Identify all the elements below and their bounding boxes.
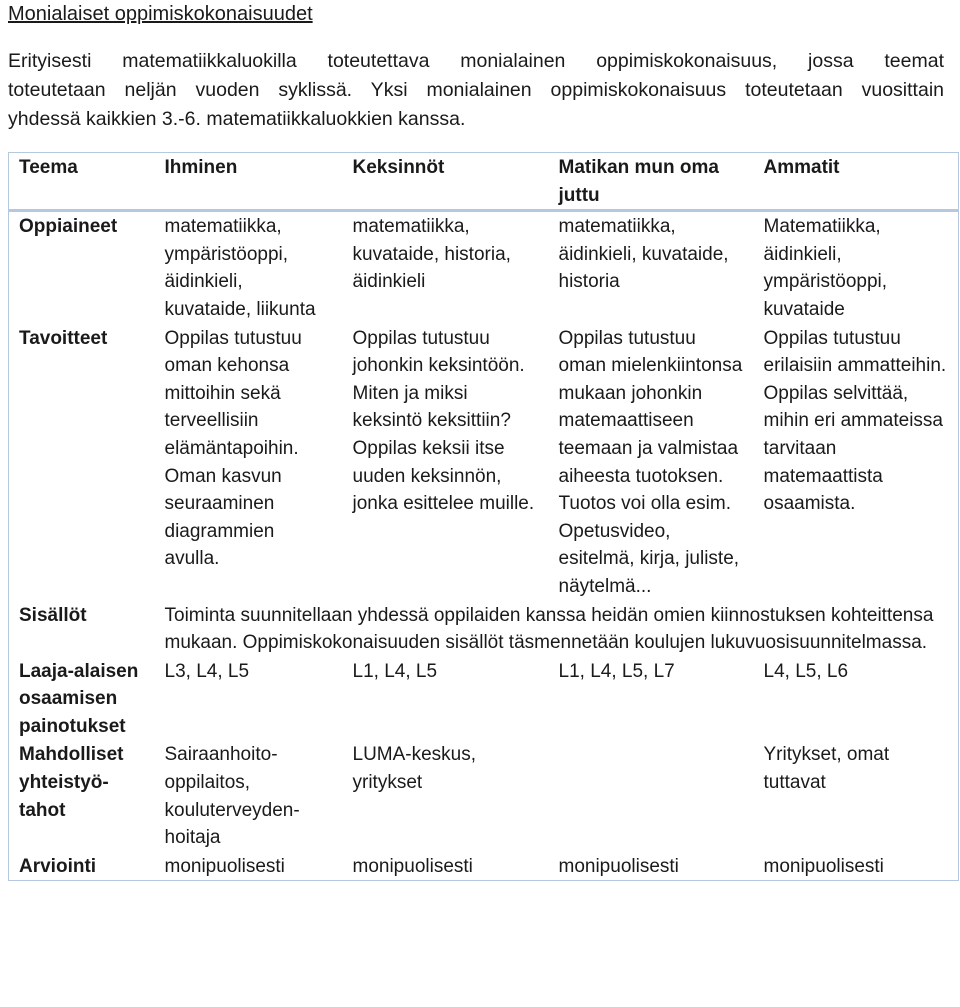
intro-paragraph: [8, 47, 944, 134]
header-matikan-mun-oma-juttu: Matikan mun oma juttu: [549, 153, 754, 211]
table-cell: Oppilas tutustuu oman mielenkiintonsa mukaan johonkin matemaattiseen teemaan ja valmistaa aiheesta tuotoksen. Tuotos voi olla esim. Opetusvideo, esitelmä, kirja, juliste, näytelmä...: [558, 327, 743, 597]
table-row-oppiaineet: [9, 211, 959, 324]
header-ammatit: Ammatit: [754, 153, 959, 211]
table-cell: Yritykset, omat tuttavat: [763, 744, 890, 794]
table-cell: Sairaanhoito-oppilaitos, kouluterveyden-hoitaja: [164, 744, 300, 849]
table-row-laaja-alaisen: [9, 657, 959, 741]
table-row-yhteistyotahot: [9, 740, 959, 851]
row-label: Oppiaineet: [19, 216, 118, 238]
table-cell: LUMA-keskus, yritykset: [352, 744, 477, 794]
header-keksinnot: Keksinnöt: [343, 153, 549, 211]
table-cell: L4, L5, L6: [763, 660, 849, 682]
table-cell: L3, L4, L5: [164, 660, 250, 682]
themes-table: [8, 152, 959, 881]
table-row-sisallot: [9, 601, 959, 657]
table-cell-merged: Toiminta suunnitellaan yhdessä oppilaiden kanssa heidän omien kiinnostuksen kohteittensa mukaan. Oppimiskokonaisuuden sisällöt täsmennetään koulujen lukuvuosisuunnitelmassa.: [164, 604, 934, 654]
header-teema: Teema: [9, 153, 155, 211]
table-row-tavoitteet: [9, 324, 959, 601]
table-cell: monipuolisesti: [352, 855, 473, 877]
row-label: Mahdolliset yhteistyö-tahot: [19, 744, 124, 821]
table-cell: L1, L4, L5, L7: [558, 660, 675, 682]
table-cell: matematiikka, äidinkieli, kuvataide, historia: [558, 216, 729, 293]
table-row-arviointi: [9, 852, 959, 881]
intro-line: toteutetaan neljän vuoden syklissä. Yksi monialainen oppimiskokonaisuus toteutetaan vuosittain: [8, 79, 944, 101]
table-cell: [549, 740, 754, 851]
row-label: Laaja-alaisen osaamisen painotukset: [19, 660, 139, 737]
table-cell: L1, L4, L5: [352, 660, 438, 682]
table-cell: monipuolisesti: [164, 855, 285, 877]
table-cell: Oppilas tutustuu johonkin keksintöön. Miten ja miksi keksintö keksittiin? Oppilas keksii itse uuden keksinnön, jonka esittelee muille.: [352, 327, 535, 515]
table-cell: Oppilas tutustuu oman kehonsa mittoihin sekä terveellisiin elämäntapoihin. Oman kasvun seuraaminen diagrammien avulla.: [164, 327, 302, 570]
table-cell: monipuolisesti: [558, 855, 679, 877]
intro-line: Erityisesti matematiikkaluokilla toteutettava monialainen oppimiskokonaisuus, jossa teemat: [8, 50, 944, 72]
row-label: Tavoitteet: [19, 327, 108, 349]
table-cell: monipuolisesti: [763, 855, 884, 877]
table-cell: Oppilas tutustuu erilaisiin ammatteihin. Oppilas selvittää, mihin eri ammateissa tarvitaan matemaattista osaamista.: [763, 327, 947, 515]
row-label: Sisällöt: [19, 604, 87, 626]
table-header-row: [9, 153, 959, 211]
table-cell: Matematiikka, äidinkieli, ympäristöoppi, kuvataide: [763, 216, 888, 320]
header-ihminen: Ihminen: [155, 153, 343, 211]
table-cell: matematiikka, kuvataide, historia, äidinkieli: [352, 216, 511, 293]
row-label: Arviointi: [19, 855, 97, 877]
intro-line: yhdessä kaikkien 3.-6. matematiikkaluokkien kanssa.: [8, 108, 466, 130]
page-title: Monialaiset oppimiskokonaisuudet: [8, 3, 313, 25]
table-cell: matematiikka, ympäristöoppi, äidinkieli, kuvataide, liikunta: [164, 216, 316, 320]
